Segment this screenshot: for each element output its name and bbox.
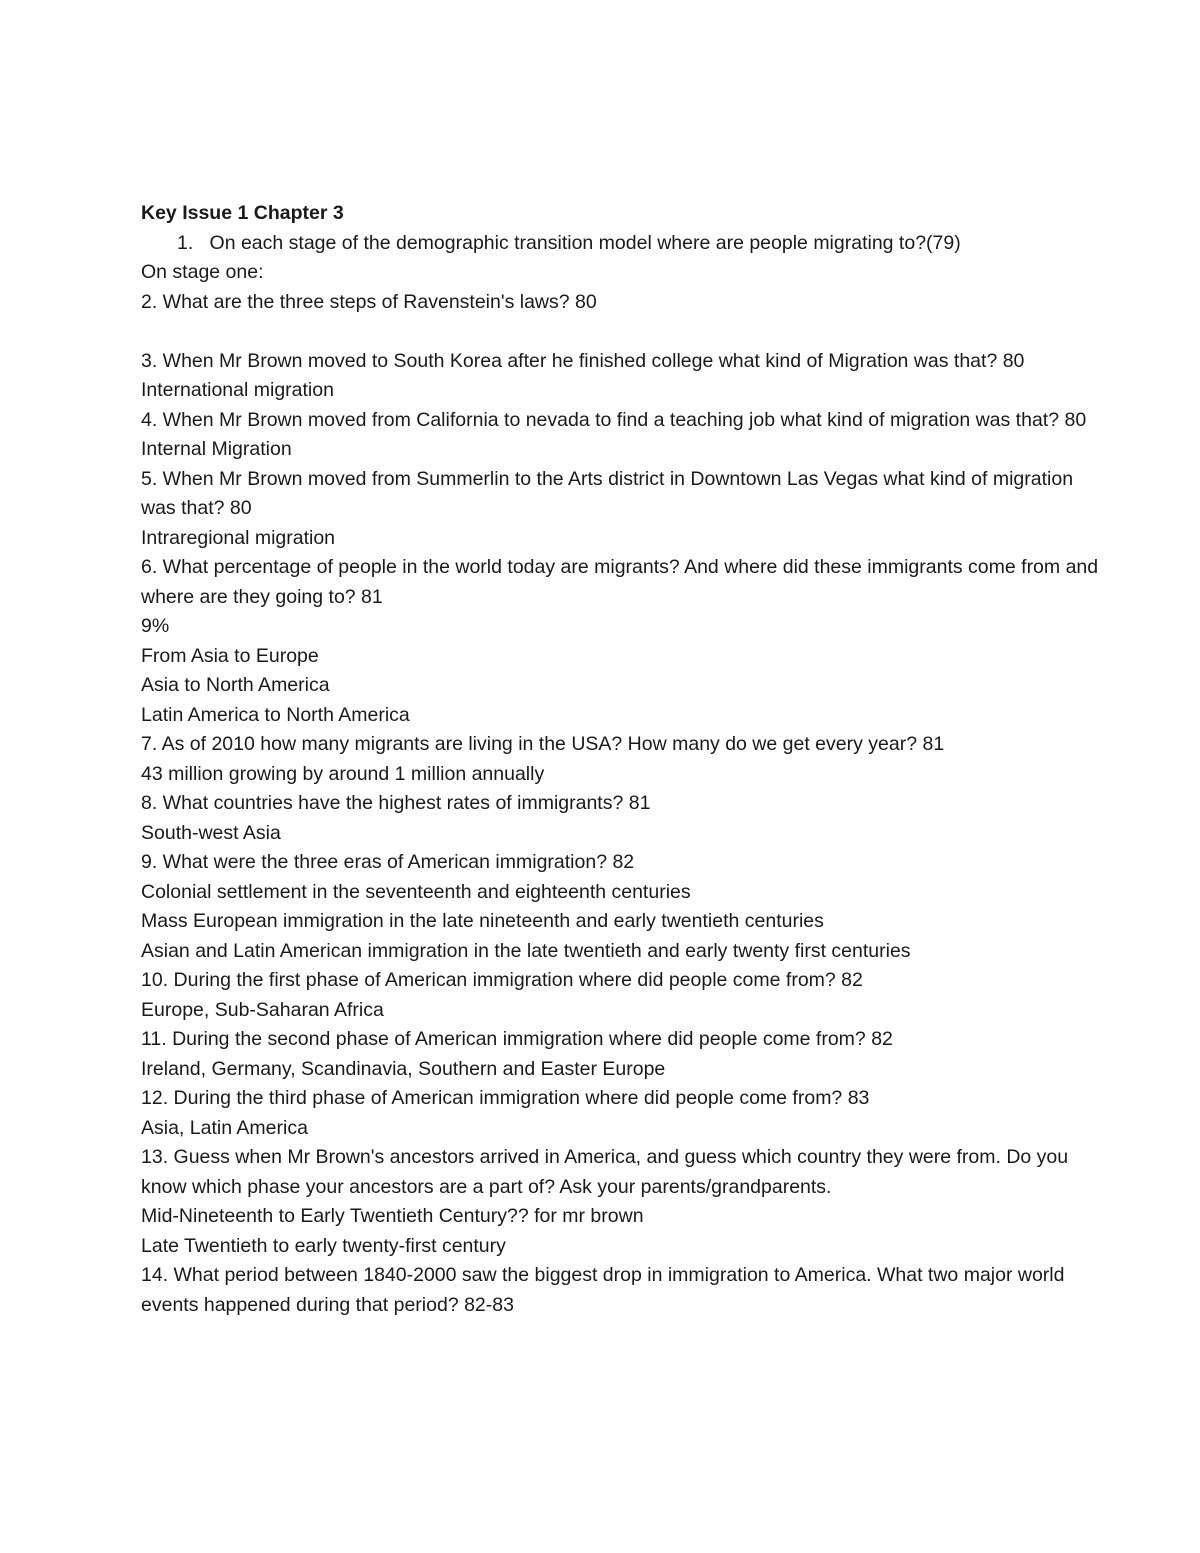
document-page bbox=[141, 199, 1104, 1320]
document-line: Ireland, Germany, Scandinavia, Southern and Easter Europe bbox=[141, 1057, 666, 1080]
document-line: International migration bbox=[141, 379, 334, 401]
document-line: Europe, Sub-Saharan Africa bbox=[141, 998, 384, 1021]
document-line: Mid-Nineteenth to Early Twentieth Century?? for mr brown bbox=[141, 1205, 644, 1227]
document-line: 12. During the third phase of American immigration where did people come from? 83 bbox=[141, 1087, 870, 1109]
document-line: 6. What percentage of people in the world today are migrants? And where did these immigrants come from and where are they going to? 81 bbox=[141, 556, 1104, 608]
document-line: 14. What period between 1840-2000 saw the biggest drop in immigration to America. What two major world events happened during that period? 82-83 bbox=[141, 1264, 1070, 1316]
question-1-text: On each stage of the demographic transition model where are people migrating to?(79) bbox=[209, 231, 961, 254]
document-line: 7. As of 2010 how many migrants are living in the USA? How many do we get every year? 81 bbox=[141, 733, 945, 755]
document-line: 43 million growing by around 1 million annually bbox=[141, 762, 545, 785]
document-line: 9% bbox=[141, 615, 170, 637]
document-line: Colonial settlement in the seventeenth and eighteenth centuries bbox=[141, 880, 691, 903]
document-line: Asia to North America bbox=[141, 674, 330, 696]
question-1 bbox=[141, 229, 1101, 259]
document-line: 11. During the second phase of American immigration where did people come from? 82 bbox=[141, 1028, 893, 1050]
document-line: 13. Guess when Mr Brown's ancestors arrived in America, and guess which country they were from. Do you know which phase your ancestors are a part of? Ask your parents/grandparents. bbox=[141, 1146, 1074, 1198]
document-line: From Asia to Europe bbox=[141, 644, 319, 667]
document-line: 4. When Mr Brown moved from California to nevada to find a teaching job what kind of migration was that? 80 bbox=[141, 408, 1087, 431]
question-1-number: 1. bbox=[177, 231, 194, 254]
document-line: On stage one: bbox=[141, 261, 264, 283]
document-line: Latin America to North America bbox=[141, 703, 410, 726]
document-line: 3. When Mr Brown moved to South Korea after he finished college what kind of Migration was that? 80 bbox=[141, 349, 1025, 372]
document-line: 5. When Mr Brown moved from Summerlin to the Arts district in Downtown Las Vegas what kind of migration was that? 80 bbox=[141, 467, 1079, 519]
document-line: Asia, Latin America bbox=[141, 1116, 308, 1139]
document-title: Key Issue 1 Chapter 3 bbox=[141, 202, 344, 224]
document-line: Mass European immigration in the late nineteenth and early twentieth centuries bbox=[141, 910, 824, 932]
document-line: South-west Asia bbox=[141, 821, 281, 844]
document-line: Intraregional migration bbox=[141, 526, 336, 549]
document-body bbox=[141, 258, 1104, 1320]
document-line bbox=[141, 317, 1101, 347]
document-line: 10. During the first phase of American immigration where did people come from? 82 bbox=[141, 969, 863, 991]
document-line: Internal Migration bbox=[141, 438, 292, 460]
document-line: 2. What are the three steps of Ravenstein's laws? 80 bbox=[141, 290, 597, 313]
document-line: Late Twentieth to early twenty-first century bbox=[141, 1234, 506, 1257]
document-line: 9. What were the three eras of American immigration? 82 bbox=[141, 851, 635, 873]
document-line: 8. What countries have the highest rates of immigrants? 81 bbox=[141, 792, 651, 814]
document-line: Asian and Latin American immigration in the late twentieth and early twenty first centuries bbox=[141, 939, 911, 962]
